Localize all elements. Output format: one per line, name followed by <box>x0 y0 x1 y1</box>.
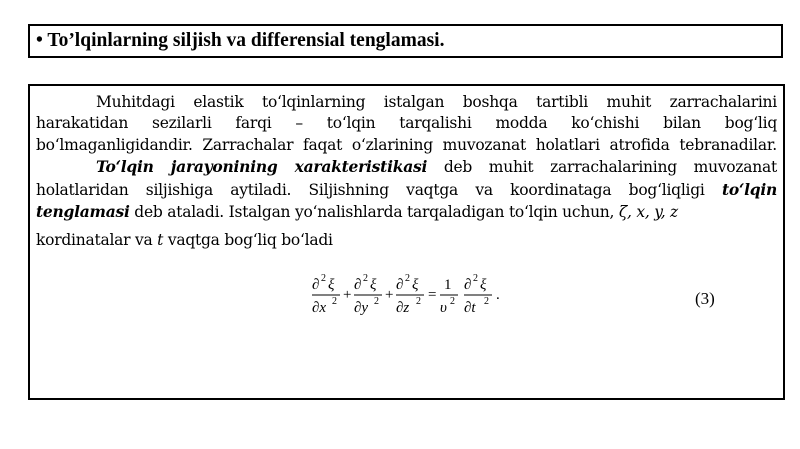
plus-sign: + <box>343 287 352 303</box>
velocity-symbol: υ <box>440 300 447 316</box>
numerator-one: 1 <box>444 277 452 293</box>
term-wave-equation-b: tenglamasi <box>36 202 130 222</box>
denominator-t: ∂t <box>464 300 476 316</box>
text-line-6 <box>36 201 777 223</box>
text-segment: holatlaridan siljishiga aytiladi. Siljishning vaqtga va koordinataga bog‘liqligi <box>36 180 722 199</box>
xi-symbol: ξ <box>370 277 377 293</box>
equals-sign: = <box>428 287 437 303</box>
exponent: 2 <box>450 296 455 307</box>
text-segment: bo‘lmaganligidandir. Zarrachalar faqat o‘zlarining muvozanat holatlari atrofida tebranadilar. <box>36 135 777 154</box>
partial-symbol: ∂ <box>312 277 320 293</box>
equation-number: (3) <box>695 289 715 308</box>
wave-equation <box>310 271 530 331</box>
title-box <box>28 24 783 58</box>
text-line-5 <box>36 179 777 201</box>
exponent: 2 <box>484 296 489 307</box>
text-line-1 <box>36 92 777 113</box>
exponent: 2 <box>405 273 410 284</box>
partial-symbol: ∂ <box>396 277 404 293</box>
exponent: 2 <box>332 296 337 307</box>
variables: ζ, x, y, z <box>618 203 678 222</box>
text-segment: harakatidan sezilarli farqi – to‘lqin tarqalishi modda ko‘chishi bilan bog‘liq <box>36 114 777 133</box>
text-segment: Muhitdagi elastik to‘lqinlarning istalgan boshqa tartibli muhit zarrachalarini <box>96 93 777 111</box>
slide-title: • To’lqinlarning siljish va differensial tenglamasi. <box>36 30 445 51</box>
fraction-yy <box>354 273 382 316</box>
text-line-4 <box>36 156 777 178</box>
plus-sign: + <box>385 287 394 303</box>
fraction-zz <box>396 273 424 316</box>
xi-symbol: ξ <box>480 277 487 293</box>
text-line-7 <box>36 231 333 249</box>
exponent: 2 <box>374 296 379 307</box>
partial-symbol: ∂ <box>354 277 362 293</box>
fraction-xx <box>312 273 340 316</box>
exponent: 2 <box>321 273 326 284</box>
xi-symbol: ξ <box>412 277 419 293</box>
denominator-y: ∂y <box>354 300 369 316</box>
content-box <box>28 84 785 400</box>
text-segment: vaqtga bog‘liq bo‘ladi <box>163 231 333 249</box>
text-line-2 <box>36 113 777 134</box>
term-wave-equation-a: to‘lqin <box>721 179 777 199</box>
exponent: 2 <box>363 273 368 284</box>
variable-t: t <box>157 231 164 249</box>
exponent: 2 <box>416 296 421 307</box>
period: . <box>496 287 500 303</box>
xi-symbol: ξ <box>328 277 335 293</box>
text-line-3 <box>36 135 777 156</box>
body-paragraph <box>36 92 777 223</box>
denominator-z: ∂z <box>396 300 410 316</box>
exponent: 2 <box>473 273 478 284</box>
text-segment: deb ataladi. Istalgan yo‘nalishlarda tarqaladigan to‘lqin uchun, <box>129 203 619 222</box>
fraction-velocity <box>440 277 458 316</box>
fraction-tt <box>464 273 492 316</box>
partial-symbol: ∂ <box>464 277 472 293</box>
term-wave-characteristic: To‘lqin jarayonining xarakteristikasi <box>96 157 428 177</box>
denominator-x: ∂x <box>312 300 327 316</box>
text-segment: kordinatalar va <box>36 231 158 249</box>
text-segment: deb muhit zarrachalarining muvozanat <box>427 158 777 177</box>
